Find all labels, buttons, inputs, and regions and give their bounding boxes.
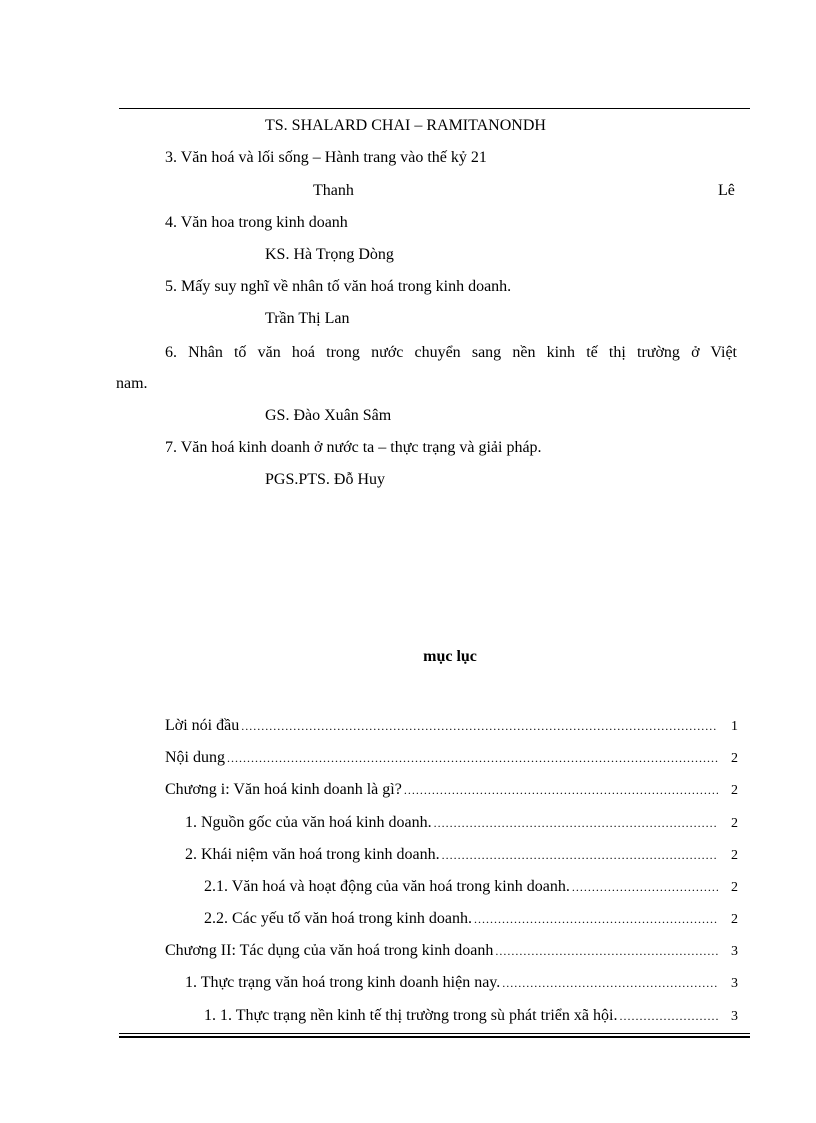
toc-entry-page: 2 <box>731 848 738 863</box>
reference-title-continued: nam. <box>116 375 148 392</box>
toc-entry-text: 2. Khái niệm văn hoá trong kinh doanh. <box>185 846 440 863</box>
toc-entry-page: 3 <box>731 976 738 991</box>
toc-entry-text: Lời nói đầu <box>165 717 240 734</box>
toc-entry-page: 2 <box>731 816 738 831</box>
toc-entry <box>185 973 738 994</box>
reference-author: Trần Thị Lan <box>265 310 350 327</box>
reference-author-first: Thanh <box>313 182 354 199</box>
toc-entry <box>204 1006 738 1027</box>
toc-leader <box>495 941 718 961</box>
toc-title: mục lục <box>423 648 477 665</box>
reference-author: TS. SHALARD CHAI – RAMITANONDH <box>265 117 546 134</box>
toc-entry-text: 2.2. Các yếu tố văn hoá trong kinh doanh. <box>204 910 472 927</box>
toc-leader <box>474 909 718 929</box>
toc-leader <box>404 780 718 800</box>
toc-entry-text: Chương i: Văn hoá kinh doanh là gì? <box>165 781 402 798</box>
toc-leader <box>227 748 718 768</box>
reference-author: KS. Hà Trọng Dòng <box>265 246 394 263</box>
toc-entry <box>185 845 738 866</box>
toc-leader <box>619 1006 718 1026</box>
toc-leader <box>442 845 718 865</box>
reference-title: 7. Văn hoá kinh doanh ở nước ta – thực trạng và giải pháp. <box>165 439 542 456</box>
reference-title: 5. Mấy suy nghĩ về nhân tố văn hoá trong kinh doanh. <box>165 278 512 295</box>
toc-entry-page: 2 <box>731 912 738 927</box>
toc-entry <box>204 909 738 930</box>
toc-entry-page: 2 <box>731 880 738 895</box>
toc-entry-text: Nội dung <box>165 749 225 766</box>
header-rule <box>119 108 750 109</box>
toc-leader <box>241 716 718 736</box>
toc-entry-text: 1. Nguồn gốc của văn hoá kinh doanh. <box>185 814 432 831</box>
toc-entry-text: Chương II: Tác dụng của văn hoá trong kinh doanh <box>165 942 494 959</box>
toc-entry-page: 3 <box>731 1009 738 1024</box>
toc-entry-page: 1 <box>731 719 738 734</box>
toc-entry-page: 3 <box>731 944 738 959</box>
reference-author: PGS.PTS. Đỗ Huy <box>265 471 386 488</box>
toc-entry <box>204 877 738 898</box>
toc-entry-page: 2 <box>731 783 738 798</box>
footer-rule <box>119 1033 750 1034</box>
toc-entry <box>165 780 738 801</box>
reference-title: 4. Văn hoa trong kinh doanh <box>165 214 348 231</box>
reference-author-last: Lê <box>718 182 735 199</box>
reference-author: GS. Đào Xuân Sâm <box>265 407 392 424</box>
toc-entry <box>165 941 738 962</box>
reference-title: 6. Nhân tố văn hoá trong nước chuyển sang nền kinh tế thị trường ở Việt <box>165 344 737 361</box>
footer-rule-thick <box>119 1036 750 1038</box>
reference-title: 3. Văn hoá và lối sống – Hành trang vào thế kỷ 21 <box>165 149 487 166</box>
toc-entry <box>165 748 738 769</box>
toc-entry-text: 2.1. Văn hoá và hoạt động của văn hoá trong kinh doanh. <box>204 878 570 895</box>
toc-entry-text: 1. 1. Thực trạng nền kinh tế thị trường trong sù phát triển xã hội. <box>204 1007 618 1024</box>
toc-entry <box>165 716 738 737</box>
toc-leader <box>572 877 718 897</box>
toc-entry-text: 1. Thực trạng văn hoá trong kinh doanh hiện nay. <box>185 974 501 991</box>
toc-entry <box>185 813 738 834</box>
toc-leader <box>502 973 718 993</box>
toc-leader <box>434 813 718 833</box>
toc-entry-page: 2 <box>731 751 738 766</box>
